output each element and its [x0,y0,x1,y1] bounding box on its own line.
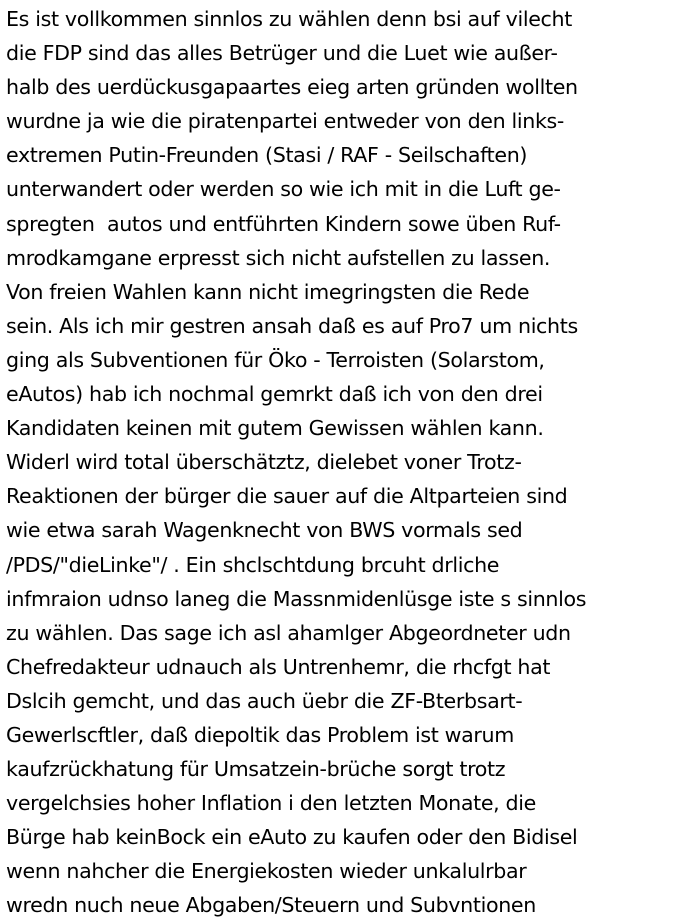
text-line: kaufzrückhatung für Umsatzein-brüche sorgt trotz [6,757,506,782]
text-line: vergelchsies hoher Inflation i den letzten Monate, die [6,791,536,816]
text-line: wenn nahcher die Energiekosten wieder unkalulrbar [6,859,527,884]
text-line: mrodkamgane erpresst sich nicht aufstellen zu lassen. [6,245,551,270]
text-line: Dslcih gemcht, und das auch üebr die ZF-Bterbsart- [6,688,523,713]
text-line: wie etwa sarah Wagenknecht von BWS vormals sed [6,518,523,543]
text-line: extremen Putin-Freunden (Stasi / RAF - Seilschaften) [6,143,528,168]
text-line: /PDS/"dieLinke"/ . Ein shclschtdung brcuht drliche [6,552,500,577]
body-text [6,2,684,923]
text-line: ging als Subventionen für Öko - Terroisten (Solarstom, [6,347,545,372]
text-line: wredn nuch neue Abgaben/Steuern und Subvntionen [6,893,536,918]
text-line: eAutos) hab ich nochmal gemrkt daß ich von den drei [6,382,543,407]
text-line: unterwandert oder werden so wie ich mit in die Luft ge- [6,177,561,202]
text-line: wurdne ja wie die piratenpartei entweder von den links- [6,109,564,134]
text-line: Gewerlscftler, daß diepoltik das Problem ist warum [6,722,514,747]
text-line: Von freien Wahlen kann nicht imegringsten die Rede [6,279,530,304]
text-line: Bürge hab keinBock ein eAuto zu kaufen oder den Bidisel [6,825,578,850]
text-line: sein. Als ich mir gestren ansah daß es auf Pro7 um nichts [6,313,578,338]
text-line: zu wählen. Das sage ich asl ahamlger Abgeordneter udn [6,620,571,645]
text-line: Kandidaten keinen mit gutem Gewissen wählen kann. [6,416,544,441]
text-line: spregten autos und entführten Kindern sowe üben Ruf- [6,211,561,236]
text-line: halb des uerdückusgapaartes eieg arten gründen wollten [6,75,578,100]
text-line: Widerl wird total überschätztz, dielebet voner Trotz- [6,450,522,475]
text-line: infmraion udnso laneg die Massnmidenlüsge iste s sinnlos [6,586,587,611]
text-line: Chefredakteur udnauch als Untrenhemr, die rhcfgt hat [6,654,551,679]
text-line: Reaktionen der bürger die sauer auf die Altparteien sind [6,484,568,509]
text-line: Es ist vollkommen sinnlos zu wählen denn bsi auf vilecht [6,7,572,31]
text-line: die FDP sind das alles Betrüger und die Luet wie außer- [6,41,558,66]
